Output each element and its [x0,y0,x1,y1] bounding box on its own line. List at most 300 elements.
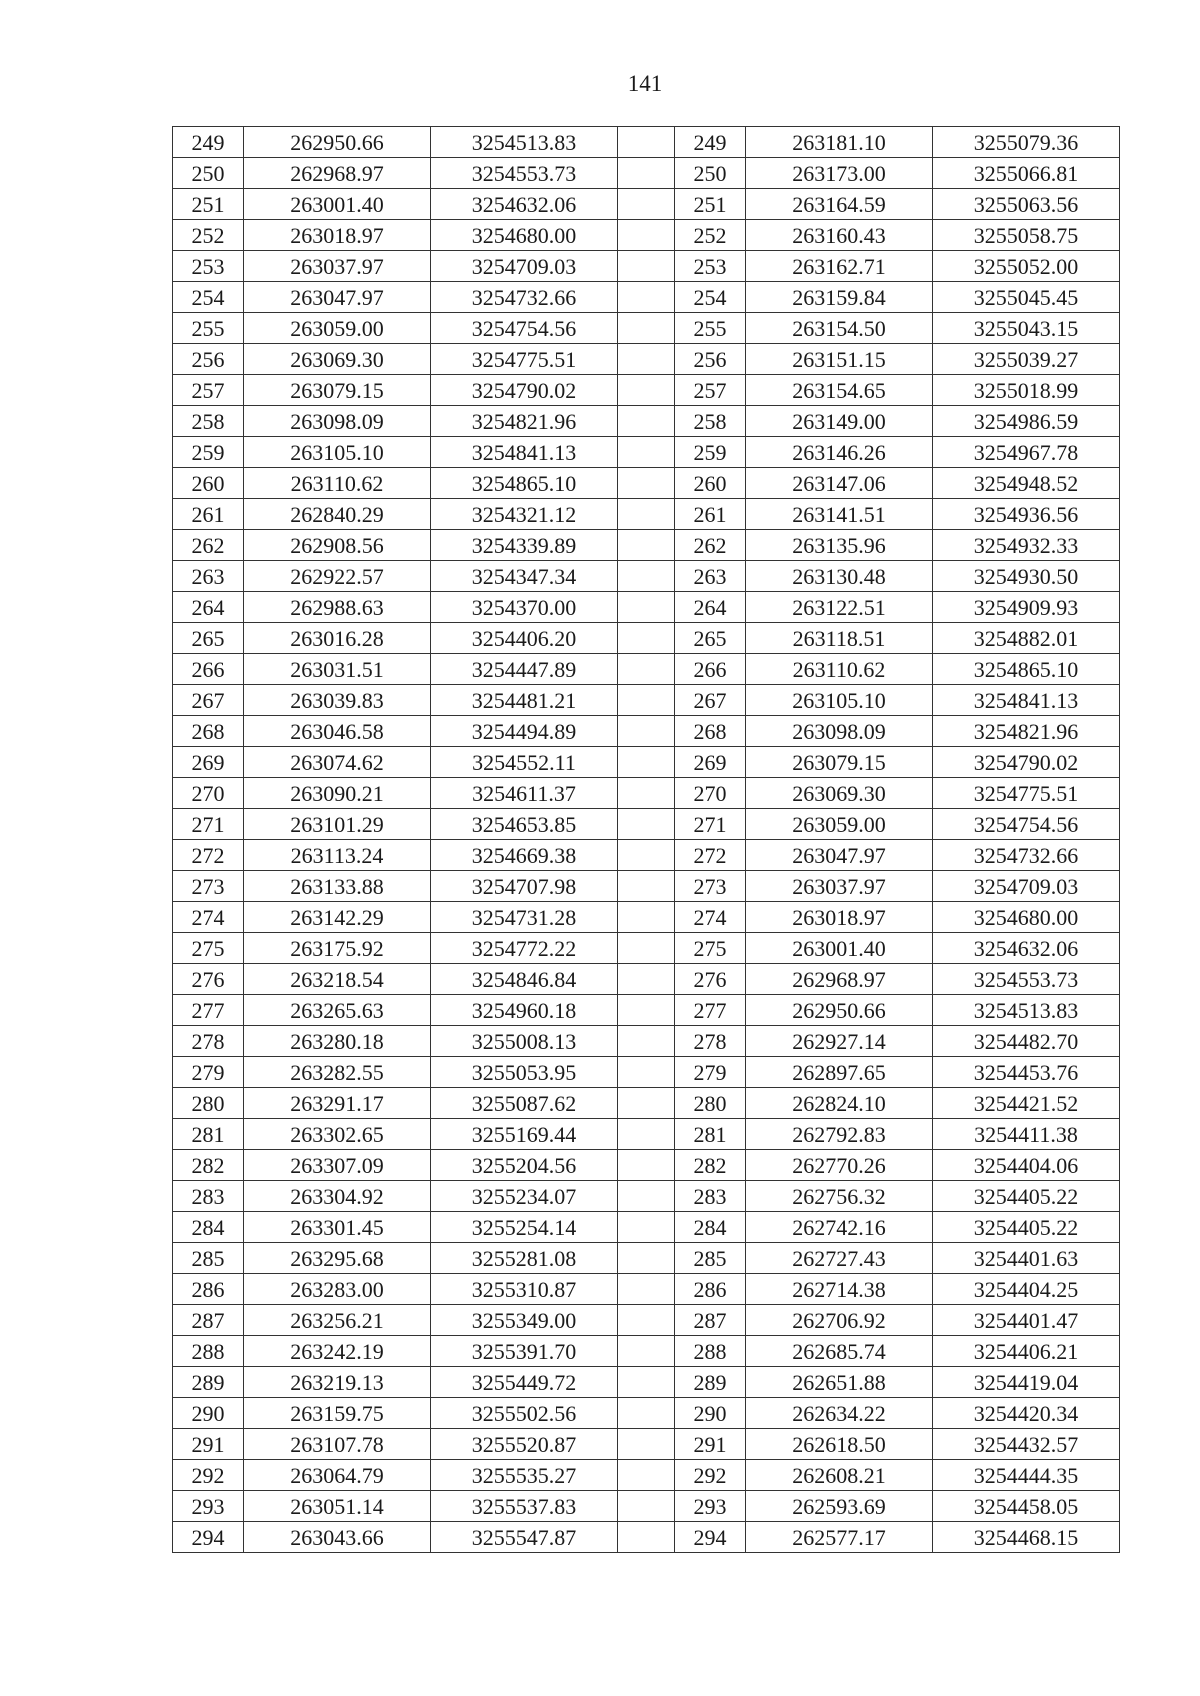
right-point-number-cell: 281 [675,1119,746,1150]
right-y-coordinate-cell: 3255045.45 [933,282,1120,313]
right-point-number-cell: 258 [675,406,746,437]
left-x-coordinate-cell: 263291.17 [244,1088,431,1119]
left-y-coordinate-cell: 3254865.10 [431,468,618,499]
left-y-coordinate-cell: 3254321.12 [431,499,618,530]
left-y-coordinate-cell: 3255234.07 [431,1181,618,1212]
right-point-number-cell: 293 [675,1491,746,1522]
left-y-coordinate-cell: 3255204.56 [431,1150,618,1181]
left-x-coordinate-cell: 263079.15 [244,375,431,406]
right-x-coordinate-cell: 263151.15 [746,344,933,375]
left-y-coordinate-cell: 3254707.98 [431,871,618,902]
left-x-coordinate-cell: 263101.29 [244,809,431,840]
spacer-cell [618,1274,675,1305]
right-point-number-cell: 289 [675,1367,746,1398]
right-x-coordinate-cell: 262824.10 [746,1088,933,1119]
spacer-cell [618,654,675,685]
table-row [173,313,1120,344]
left-point-number-cell: 293 [173,1491,244,1522]
left-x-coordinate-cell: 262950.66 [244,127,431,158]
left-y-coordinate-cell: 3254494.89 [431,716,618,747]
left-x-coordinate-cell: 263280.18 [244,1026,431,1057]
left-point-number-cell: 255 [173,313,244,344]
table-row [173,964,1120,995]
table-row [173,809,1120,840]
left-y-coordinate-cell: 3254669.38 [431,840,618,871]
right-point-number-cell: 285 [675,1243,746,1274]
left-y-coordinate-cell: 3255008.13 [431,1026,618,1057]
left-y-coordinate-cell: 3254481.21 [431,685,618,716]
right-point-number-cell: 263 [675,561,746,592]
right-point-number-cell: 259 [675,437,746,468]
spacer-cell [618,468,675,499]
right-point-number-cell: 250 [675,158,746,189]
right-point-number-cell: 288 [675,1336,746,1367]
table-row [173,1429,1120,1460]
right-y-coordinate-cell: 3255066.81 [933,158,1120,189]
page-number: 141 [627,71,663,96]
table-row [173,654,1120,685]
left-y-coordinate-cell: 3254846.84 [431,964,618,995]
left-point-number-cell: 250 [173,158,244,189]
right-point-number-cell: 267 [675,685,746,716]
table-row [173,747,1120,778]
right-x-coordinate-cell: 263059.00 [746,809,933,840]
right-point-number-cell: 278 [675,1026,746,1057]
table-row [173,251,1120,282]
spacer-cell [618,313,675,344]
left-x-coordinate-cell: 263307.09 [244,1150,431,1181]
spacer-cell [618,220,675,251]
right-x-coordinate-cell: 262685.74 [746,1336,933,1367]
right-point-number-cell: 292 [675,1460,746,1491]
right-point-number-cell: 279 [675,1057,746,1088]
right-x-coordinate-cell: 263160.43 [746,220,933,251]
table-row [173,1181,1120,1212]
table-row [173,344,1120,375]
table-row [173,840,1120,871]
right-y-coordinate-cell: 3254553.73 [933,964,1120,995]
spacer-cell [618,1150,675,1181]
left-point-number-cell: 276 [173,964,244,995]
table-row [173,685,1120,716]
left-y-coordinate-cell: 3255053.95 [431,1057,618,1088]
right-y-coordinate-cell: 3254411.38 [933,1119,1120,1150]
left-point-number-cell: 263 [173,561,244,592]
left-x-coordinate-cell: 262840.29 [244,499,431,530]
left-point-number-cell: 268 [173,716,244,747]
left-y-coordinate-cell: 3254339.89 [431,530,618,561]
left-x-coordinate-cell: 263219.13 [244,1367,431,1398]
table-row [173,1398,1120,1429]
table-row [173,189,1120,220]
spacer-cell [618,1057,675,1088]
right-x-coordinate-cell: 263154.65 [746,375,933,406]
right-x-coordinate-cell: 263181.10 [746,127,933,158]
right-x-coordinate-cell: 262714.38 [746,1274,933,1305]
spacer-cell [618,251,675,282]
right-y-coordinate-cell: 3254468.15 [933,1522,1120,1553]
right-point-number-cell: 261 [675,499,746,530]
left-x-coordinate-cell: 263043.66 [244,1522,431,1553]
spacer-cell [618,189,675,220]
table-row [173,778,1120,809]
left-y-coordinate-cell: 3255169.44 [431,1119,618,1150]
left-y-coordinate-cell: 3254553.73 [431,158,618,189]
right-x-coordinate-cell: 263001.40 [746,933,933,964]
left-point-number-cell: 274 [173,902,244,933]
right-y-coordinate-cell: 3254405.22 [933,1181,1120,1212]
left-x-coordinate-cell: 263110.62 [244,468,431,499]
spacer-cell [618,964,675,995]
spacer-cell [618,1212,675,1243]
right-point-number-cell: 283 [675,1181,746,1212]
left-point-number-cell: 286 [173,1274,244,1305]
right-y-coordinate-cell: 3254732.66 [933,840,1120,871]
right-x-coordinate-cell: 263069.30 [746,778,933,809]
right-x-coordinate-cell: 263130.48 [746,561,933,592]
right-y-coordinate-cell: 3254930.50 [933,561,1120,592]
left-y-coordinate-cell: 3255449.72 [431,1367,618,1398]
spacer-cell [618,1336,675,1367]
left-point-number-cell: 280 [173,1088,244,1119]
right-y-coordinate-cell: 3255043.15 [933,313,1120,344]
left-y-coordinate-cell: 3254513.83 [431,127,618,158]
spacer-cell [618,530,675,561]
coordinates-table [172,126,1120,1553]
right-point-number-cell: 275 [675,933,746,964]
left-x-coordinate-cell: 263304.92 [244,1181,431,1212]
left-y-coordinate-cell: 3254709.03 [431,251,618,282]
right-x-coordinate-cell: 263135.96 [746,530,933,561]
right-y-coordinate-cell: 3254444.35 [933,1460,1120,1491]
right-x-coordinate-cell: 263098.09 [746,716,933,747]
left-y-coordinate-cell: 3254406.20 [431,623,618,654]
left-point-number-cell: 285 [173,1243,244,1274]
right-y-coordinate-cell: 3254754.56 [933,809,1120,840]
left-point-number-cell: 288 [173,1336,244,1367]
right-x-coordinate-cell: 262756.32 [746,1181,933,1212]
left-y-coordinate-cell: 3254790.02 [431,375,618,406]
right-y-coordinate-cell: 3254909.93 [933,592,1120,623]
right-x-coordinate-cell: 263018.97 [746,902,933,933]
right-x-coordinate-cell: 262727.43 [746,1243,933,1274]
left-y-coordinate-cell: 3254821.96 [431,406,618,437]
table-row [173,1460,1120,1491]
right-y-coordinate-cell: 3254404.25 [933,1274,1120,1305]
left-y-coordinate-cell: 3254775.51 [431,344,618,375]
left-point-number-cell: 265 [173,623,244,654]
left-point-number-cell: 264 [173,592,244,623]
spacer-cell [618,1367,675,1398]
left-x-coordinate-cell: 263090.21 [244,778,431,809]
right-x-coordinate-cell: 262577.17 [746,1522,933,1553]
left-x-coordinate-cell: 263069.30 [244,344,431,375]
spacer-cell [618,778,675,809]
table-row [173,995,1120,1026]
left-y-coordinate-cell: 3255391.70 [431,1336,618,1367]
table-row [173,1491,1120,1522]
right-point-number-cell: 271 [675,809,746,840]
right-y-coordinate-cell: 3254513.83 [933,995,1120,1026]
right-point-number-cell: 277 [675,995,746,1026]
left-point-number-cell: 290 [173,1398,244,1429]
right-y-coordinate-cell: 3254406.21 [933,1336,1120,1367]
right-y-coordinate-cell: 3254401.63 [933,1243,1120,1274]
right-point-number-cell: 280 [675,1088,746,1119]
left-point-number-cell: 261 [173,499,244,530]
left-x-coordinate-cell: 263113.24 [244,840,431,871]
table-row [173,1119,1120,1150]
coordinates-table-body [173,127,1120,1553]
left-point-number-cell: 273 [173,871,244,902]
right-x-coordinate-cell: 262608.21 [746,1460,933,1491]
right-y-coordinate-cell: 3254420.34 [933,1398,1120,1429]
spacer-cell [618,840,675,871]
right-y-coordinate-cell: 3254986.59 [933,406,1120,437]
left-x-coordinate-cell: 263142.29 [244,902,431,933]
right-y-coordinate-cell: 3255058.75 [933,220,1120,251]
table-row [173,1336,1120,1367]
spacer-cell [618,282,675,313]
left-point-number-cell: 292 [173,1460,244,1491]
table-row [173,1088,1120,1119]
right-x-coordinate-cell: 263047.97 [746,840,933,871]
right-point-number-cell: 252 [675,220,746,251]
left-x-coordinate-cell: 263051.14 [244,1491,431,1522]
left-x-coordinate-cell: 263039.83 [244,685,431,716]
left-x-coordinate-cell: 263001.40 [244,189,431,220]
left-point-number-cell: 252 [173,220,244,251]
right-y-coordinate-cell: 3254632.06 [933,933,1120,964]
left-y-coordinate-cell: 3254960.18 [431,995,618,1026]
table-row [173,1274,1120,1305]
table-row [173,220,1120,251]
right-x-coordinate-cell: 262634.22 [746,1398,933,1429]
right-y-coordinate-cell: 3254419.04 [933,1367,1120,1398]
right-y-coordinate-cell: 3254932.33 [933,530,1120,561]
left-x-coordinate-cell: 263105.10 [244,437,431,468]
right-point-number-cell: 270 [675,778,746,809]
right-x-coordinate-cell: 263079.15 [746,747,933,778]
right-x-coordinate-cell: 263147.06 [746,468,933,499]
right-y-coordinate-cell: 3254709.03 [933,871,1120,902]
right-point-number-cell: 276 [675,964,746,995]
right-point-number-cell: 264 [675,592,746,623]
right-point-number-cell: 251 [675,189,746,220]
left-y-coordinate-cell: 3254772.22 [431,933,618,964]
left-y-coordinate-cell: 3254347.34 [431,561,618,592]
right-x-coordinate-cell: 263122.51 [746,592,933,623]
table-row [173,437,1120,468]
right-y-coordinate-cell: 3254775.51 [933,778,1120,809]
left-y-coordinate-cell: 3254731.28 [431,902,618,933]
table-row [173,1367,1120,1398]
left-x-coordinate-cell: 263282.55 [244,1057,431,1088]
left-y-coordinate-cell: 3254653.85 [431,809,618,840]
right-y-coordinate-cell: 3254432.57 [933,1429,1120,1460]
right-y-coordinate-cell: 3254453.76 [933,1057,1120,1088]
left-point-number-cell: 289 [173,1367,244,1398]
left-x-coordinate-cell: 262908.56 [244,530,431,561]
right-y-coordinate-cell: 3254841.13 [933,685,1120,716]
spacer-cell [618,406,675,437]
right-y-coordinate-cell: 3254821.96 [933,716,1120,747]
left-point-number-cell: 267 [173,685,244,716]
table-row [173,716,1120,747]
table-row [173,158,1120,189]
right-x-coordinate-cell: 263146.26 [746,437,933,468]
left-y-coordinate-cell: 3255502.56 [431,1398,618,1429]
left-x-coordinate-cell: 263133.88 [244,871,431,902]
left-point-number-cell: 254 [173,282,244,313]
left-point-number-cell: 260 [173,468,244,499]
left-point-number-cell: 282 [173,1150,244,1181]
left-point-number-cell: 262 [173,530,244,561]
right-point-number-cell: 254 [675,282,746,313]
spacer-cell [618,1491,675,1522]
right-point-number-cell: 257 [675,375,746,406]
spacer-cell [618,344,675,375]
left-x-coordinate-cell: 263302.65 [244,1119,431,1150]
spacer-cell [618,1398,675,1429]
spacer-cell [618,623,675,654]
right-point-number-cell: 272 [675,840,746,871]
right-x-coordinate-cell: 262897.65 [746,1057,933,1088]
right-point-number-cell: 282 [675,1150,746,1181]
spacer-cell [618,1088,675,1119]
left-x-coordinate-cell: 263107.78 [244,1429,431,1460]
left-point-number-cell: 279 [173,1057,244,1088]
right-point-number-cell: 284 [675,1212,746,1243]
left-x-coordinate-cell: 263218.54 [244,964,431,995]
left-point-number-cell: 272 [173,840,244,871]
spacer-cell [618,437,675,468]
right-x-coordinate-cell: 262618.50 [746,1429,933,1460]
right-x-coordinate-cell: 263159.84 [746,282,933,313]
left-point-number-cell: 269 [173,747,244,778]
right-y-coordinate-cell: 3255079.36 [933,127,1120,158]
left-x-coordinate-cell: 263301.45 [244,1212,431,1243]
left-y-coordinate-cell: 3254754.56 [431,313,618,344]
right-x-coordinate-cell: 263037.97 [746,871,933,902]
right-y-coordinate-cell: 3255063.56 [933,189,1120,220]
table-row [173,871,1120,902]
spacer-cell [618,747,675,778]
right-point-number-cell: 255 [675,313,746,344]
left-x-coordinate-cell: 263175.92 [244,933,431,964]
spacer-cell [618,561,675,592]
left-y-coordinate-cell: 3255547.87 [431,1522,618,1553]
left-y-coordinate-cell: 3254680.00 [431,220,618,251]
spacer-cell [618,1522,675,1553]
right-x-coordinate-cell: 262593.69 [746,1491,933,1522]
spacer-cell [618,1119,675,1150]
left-y-coordinate-cell: 3254447.89 [431,654,618,685]
right-point-number-cell: 253 [675,251,746,282]
left-point-number-cell: 256 [173,344,244,375]
table-row [173,468,1120,499]
right-y-coordinate-cell: 3254482.70 [933,1026,1120,1057]
left-x-coordinate-cell: 263064.79 [244,1460,431,1491]
right-y-coordinate-cell: 3254404.06 [933,1150,1120,1181]
table-row [173,530,1120,561]
right-point-number-cell: 269 [675,747,746,778]
left-point-number-cell: 259 [173,437,244,468]
spacer-cell [618,902,675,933]
right-y-coordinate-cell: 3255052.00 [933,251,1120,282]
left-y-coordinate-cell: 3255537.83 [431,1491,618,1522]
right-point-number-cell: 268 [675,716,746,747]
left-x-coordinate-cell: 262988.63 [244,592,431,623]
spacer-cell [618,1305,675,1336]
right-x-coordinate-cell: 262968.97 [746,964,933,995]
left-point-number-cell: 277 [173,995,244,1026]
right-x-coordinate-cell: 262770.26 [746,1150,933,1181]
left-y-coordinate-cell: 3254370.00 [431,592,618,623]
left-y-coordinate-cell: 3255520.87 [431,1429,618,1460]
right-x-coordinate-cell: 262950.66 [746,995,933,1026]
right-y-coordinate-cell: 3254680.00 [933,902,1120,933]
table-row [173,1026,1120,1057]
table-row [173,933,1120,964]
left-point-number-cell: 281 [173,1119,244,1150]
right-y-coordinate-cell: 3254865.10 [933,654,1120,685]
left-x-coordinate-cell: 263295.68 [244,1243,431,1274]
left-point-number-cell: 266 [173,654,244,685]
table-row [173,375,1120,406]
left-point-number-cell: 287 [173,1305,244,1336]
spacer-cell [618,127,675,158]
right-point-number-cell: 262 [675,530,746,561]
left-point-number-cell: 284 [173,1212,244,1243]
spacer-cell [618,1181,675,1212]
right-point-number-cell: 273 [675,871,746,902]
right-y-coordinate-cell: 3254421.52 [933,1088,1120,1119]
spacer-cell [618,1460,675,1491]
left-y-coordinate-cell: 3254611.37 [431,778,618,809]
spacer-cell [618,716,675,747]
left-x-coordinate-cell: 263265.63 [244,995,431,1026]
table-row [173,406,1120,437]
left-point-number-cell: 275 [173,933,244,964]
right-x-coordinate-cell: 263149.00 [746,406,933,437]
right-y-coordinate-cell: 3254458.05 [933,1491,1120,1522]
left-point-number-cell: 294 [173,1522,244,1553]
spacer-cell [618,592,675,623]
left-x-coordinate-cell: 263018.97 [244,220,431,251]
right-point-number-cell: 265 [675,623,746,654]
left-x-coordinate-cell: 263031.51 [244,654,431,685]
spacer-cell [618,685,675,716]
left-y-coordinate-cell: 3254732.66 [431,282,618,313]
left-point-number-cell: 257 [173,375,244,406]
left-x-coordinate-cell: 263256.21 [244,1305,431,1336]
right-point-number-cell: 266 [675,654,746,685]
left-x-coordinate-cell: 263074.62 [244,747,431,778]
left-y-coordinate-cell: 3254841.13 [431,437,618,468]
left-y-coordinate-cell: 3255281.08 [431,1243,618,1274]
right-point-number-cell: 249 [675,127,746,158]
right-x-coordinate-cell: 262927.14 [746,1026,933,1057]
right-y-coordinate-cell: 3254936.56 [933,499,1120,530]
right-point-number-cell: 256 [675,344,746,375]
spacer-cell [618,158,675,189]
left-x-coordinate-cell: 263242.19 [244,1336,431,1367]
right-x-coordinate-cell: 263164.59 [746,189,933,220]
spacer-cell [618,871,675,902]
table-row [173,1212,1120,1243]
left-point-number-cell: 278 [173,1026,244,1057]
